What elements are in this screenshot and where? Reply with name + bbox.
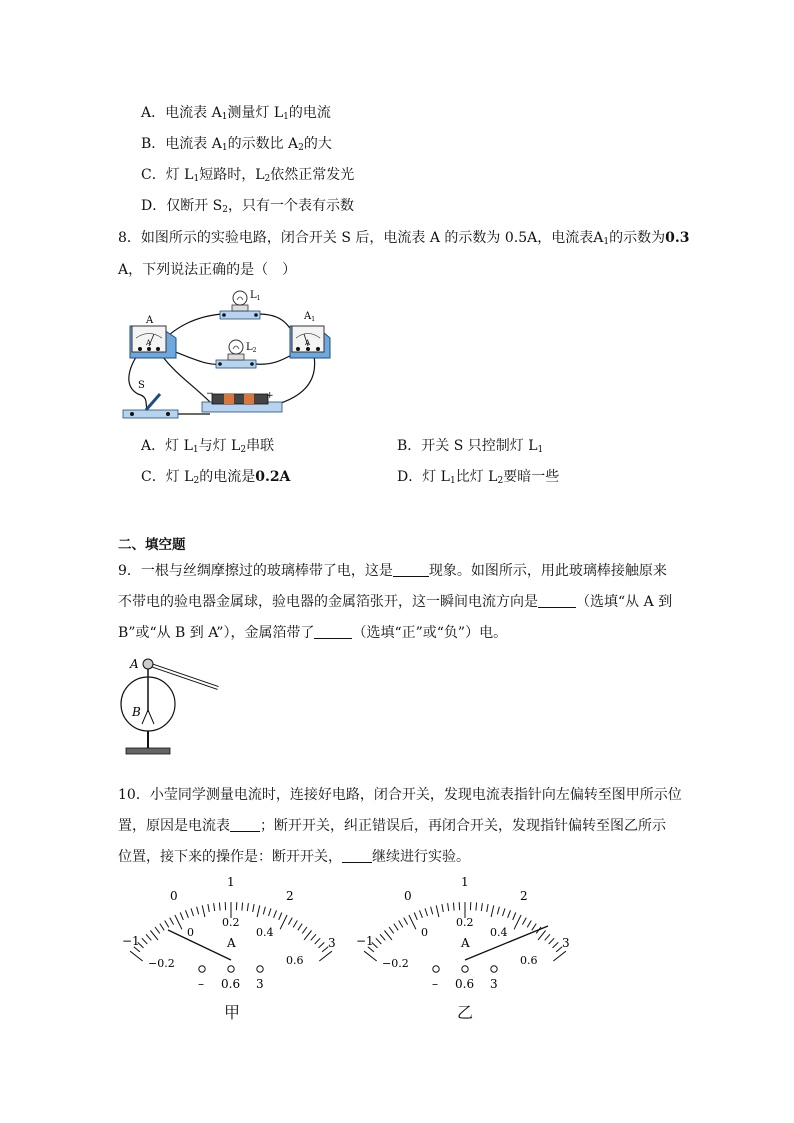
dial-tick: [453, 903, 454, 911]
dial-tick: [532, 924, 536, 931]
dial-tick: [487, 904, 488, 912]
dial-tick: [247, 903, 248, 911]
dial-tick: [208, 904, 209, 912]
dial-tick: [186, 910, 189, 918]
section-heading: 二、填空题: [118, 537, 186, 553]
inner-label: 0.4: [256, 926, 274, 939]
dial-tick: [513, 913, 516, 920]
dial-tick: [304, 931, 312, 940]
dial-tick: [202, 905, 205, 917]
dial-tick: [549, 938, 555, 944]
dial-tick: [442, 904, 443, 912]
dial-tick: [165, 921, 169, 928]
dial-tick: [288, 918, 292, 925]
svg-text:L2: $L_2$: [246, 342, 257, 354]
pointer: [168, 930, 231, 960]
dial-tick: [522, 918, 526, 925]
svg-text:A: A: [146, 339, 152, 347]
dial-tick: [219, 903, 220, 911]
dial-tick: [503, 908, 506, 916]
q9-line3: B”或“从 B 到 A”），金属箔带了 （选填“正”或“负”）电。: [118, 625, 508, 641]
dial-tick: [364, 951, 377, 961]
dial-tick: [142, 938, 148, 944]
dial-tick: [263, 907, 265, 915]
dial-tick: [514, 915, 521, 929]
dial-tick: [269, 908, 272, 916]
dial-tick: [431, 907, 433, 915]
caption-jia: 甲: [224, 1003, 241, 1022]
dial-tick: [425, 908, 428, 916]
dial-tick: [545, 934, 550, 940]
svg-text:A: A: [305, 339, 311, 347]
caption-yi: 乙: [457, 1003, 474, 1022]
dial-tick: [242, 903, 243, 911]
inner-label: 0.2: [222, 916, 240, 929]
dial-tick: [180, 913, 183, 920]
svg-text:A: A: [146, 315, 154, 326]
dial-tick: [170, 918, 174, 925]
terminal-label: 0.6: [455, 977, 475, 991]
ammeter-dial-right: [344, 870, 584, 1000]
inner-label: −0.2: [382, 957, 409, 970]
q8-option-c: C．灯 $L_2$的电流是0.2A: [141, 469, 291, 486]
dial-tick: [175, 915, 182, 929]
inner-label: 0.2: [456, 916, 474, 929]
dial-tick: [150, 931, 158, 940]
dial-tick: [315, 938, 321, 944]
ammeter-dial-left: [110, 870, 350, 1000]
q8-stem-line1: 8．如图所示的实验电路，闭合开关 S 后，电流表 A 的示数为 0.5A，电流表$A_1$的示数为0.3: [118, 230, 690, 247]
dial-tick: [311, 934, 316, 940]
q7-option-b: B．电流表 $A_1$的示数比 $A_2$的大: [141, 136, 332, 153]
dial-tick: [293, 921, 297, 928]
q9-electroscope-figure: [118, 652, 228, 764]
svg-text:A: A: [130, 657, 139, 671]
q8-option-b: B．开关 S 只控制灯 $L_1$: [397, 438, 544, 455]
q10-line2: 置，原因是电流表 ；断开开关，纠正错误后，再闭合开关，发现指针偏转至图乙所示: [118, 818, 666, 834]
outer-label: 3: [328, 936, 336, 950]
dial-tick: [197, 907, 199, 915]
terminal-label: 3: [490, 977, 498, 991]
outer-label: 0: [404, 889, 412, 903]
switch-s-icon: [123, 380, 178, 418]
outer-label: 2: [520, 889, 528, 903]
dial-tick: [476, 903, 477, 911]
svg-text:+: +: [266, 391, 274, 401]
unit-label: A: [227, 936, 236, 950]
outer-label: 3: [562, 936, 570, 950]
outer-label: 1: [227, 875, 235, 889]
terminal-label: –: [432, 977, 438, 991]
dial-tick: [302, 927, 307, 933]
dial-tick: [497, 907, 499, 915]
dial-tick: [384, 931, 392, 940]
lamp-l1-icon: [220, 290, 260, 319]
svg-text:−: −: [206, 389, 214, 399]
q7-option-d: D．仅断开 $S_2$，只有一个表有示数: [141, 198, 355, 215]
dial-tick: [130, 951, 143, 961]
dial-tick: [414, 913, 417, 920]
outer-label: −1: [122, 934, 140, 948]
dial-tick: [508, 910, 511, 918]
dial-tick: [319, 951, 332, 961]
outer-label: 1: [461, 875, 469, 889]
dial-tick: [527, 921, 531, 928]
outer-label: 0: [170, 889, 178, 903]
dial-tick: [491, 905, 494, 917]
dial-tick: [380, 934, 385, 940]
dial-tick: [279, 913, 282, 920]
dial-tick: [399, 921, 403, 928]
q10-line1: 10．小莹同学测量电流时，连接好电路，闭合开关，发现电流表指针向左偏转至图甲所示位: [118, 787, 682, 803]
q9-line1: 9．一根与丝绸摩擦过的玻璃棒带了电，这是 现象。如图所示，用此玻璃棒接触原来: [118, 563, 667, 579]
dial-tick: [553, 942, 559, 948]
q7-option-a: A．电流表 $A_1$测量灯 $L_1$的电流: [141, 105, 331, 122]
dial-tick: [409, 915, 416, 929]
terminal-label: 0.6: [221, 977, 241, 991]
dial-tick: [155, 927, 160, 933]
battery-icon: [202, 389, 282, 412]
terminal-label: 3: [256, 977, 264, 991]
outer-label: 2: [286, 889, 294, 903]
dial-tick: [404, 918, 408, 925]
dial-tick: [394, 924, 398, 931]
ammeter-a1-icon: [290, 311, 330, 358]
svg-text:L1: $L_1$: [250, 290, 261, 302]
q8-option-a: A．灯 $L_1$与灯 $L_2$串联: [141, 438, 275, 455]
dial-tick: [214, 903, 215, 911]
dial-ticks: [130, 902, 332, 961]
dial-tick: [274, 910, 277, 918]
inner-label: 0: [187, 926, 194, 939]
svg-text:S: S: [138, 380, 145, 391]
ammeter-a-icon: [130, 315, 176, 358]
dial-tick: [191, 908, 194, 916]
svg-text:B: B: [132, 705, 141, 719]
dial-tick: [280, 915, 287, 929]
q8-circuit-figure: [118, 286, 343, 426]
dial-tick: [160, 924, 164, 931]
dial-tick: [319, 942, 325, 948]
lamp-l2-icon: [216, 340, 257, 368]
dial-tick: [538, 931, 546, 940]
outer-label: −1: [356, 934, 374, 948]
inner-label: 0.6: [286, 954, 304, 967]
dial-tick: [253, 904, 254, 912]
inner-label: −0.2: [148, 957, 175, 970]
q10-line3: 位置，接下来的操作是：断开开关， 继续进行实验。: [118, 849, 470, 865]
inner-label: 0.4: [490, 926, 508, 939]
q8-option-d: D．灯 $L_1$比灯 $L_2$要暗一些: [397, 469, 560, 486]
dial-tick: [146, 934, 151, 940]
q8-stem-line2: A，下列说法正确的是（ ）: [118, 262, 297, 278]
inner-label: 0.6: [520, 954, 538, 967]
dial-tick: [553, 951, 566, 961]
dial-tick: [376, 938, 382, 944]
dial-tick: [298, 924, 302, 931]
dial-tick: [448, 903, 449, 911]
dial-tick: [257, 905, 260, 917]
q7-option-c: C．灯 $L_1$短路时，$L_2$依然正常发光: [141, 167, 355, 184]
terminal-label: –: [198, 977, 204, 991]
dial-tick: [389, 927, 394, 933]
svg-text:A1: $A_1$: [304, 311, 316, 323]
dial-tick: [420, 910, 423, 918]
dial-tick: [481, 903, 482, 911]
unit-label: A: [461, 936, 470, 950]
dial-tick: [436, 905, 439, 917]
inner-label: 0: [421, 926, 428, 939]
q9-line2: 不带电的验电器金属球，验电器的金属箔张开，这一瞬间电流方向是 （选填“从 A 到: [118, 594, 673, 610]
